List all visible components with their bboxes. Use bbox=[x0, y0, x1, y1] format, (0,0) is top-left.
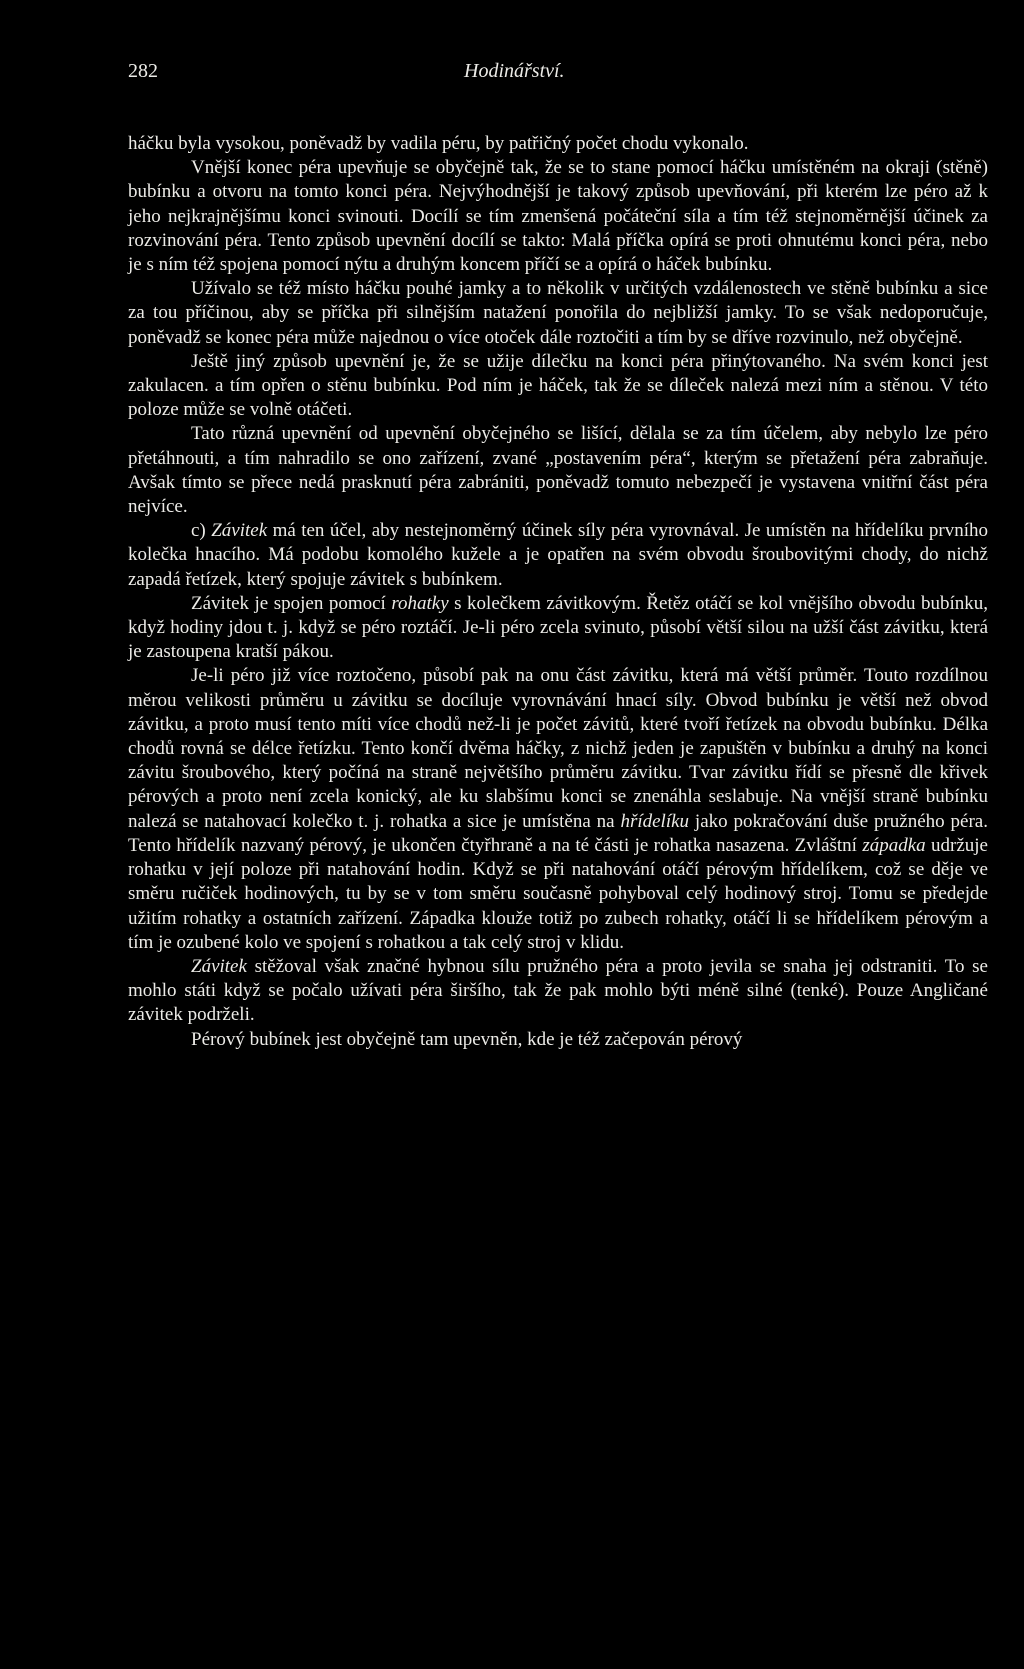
paragraph bbox=[128, 422, 988, 519]
paragraph bbox=[128, 350, 988, 423]
paragraph bbox=[128, 132, 988, 156]
italic-term: západka bbox=[862, 834, 926, 856]
running-title: Hodinářství. bbox=[464, 60, 565, 82]
text-run: jako pokračování duše pružného péra. Tento hřídelík nazvaný pérový, je ukončen čtyřhraně a na té části je rohatka nasazena. Zvláštní bbox=[128, 810, 988, 856]
text-run: Vnější konec péra upevňuje se obyčejně tak, že se to stane pomocí háčku umístěném na okraji (stěně) bubínku a otvoru na tomto konci péra. Nejvýhodnější je takový způsob upevňování, při kterém lze péro až k jeho nejkrajnějšímu konci svinouti. Docílí se tím zmenšená počáteční síla a tím též stejnoměrnější účinek za rozvinování péra. Tento způsob upevnění docílí se takto: Malá příčka opírá se proti ohnutému konci péra, nebo je s ním též spojena pomocí nýtu a druhým koncem příčí se a opírá o háček bubínku. bbox=[128, 157, 988, 276]
italic-term: hřídelíku bbox=[620, 810, 690, 832]
paragraph bbox=[128, 277, 988, 350]
text-run: Závitek je spojen pomocí bbox=[191, 592, 392, 614]
page-number: 282 bbox=[128, 60, 158, 82]
text-run: háčku byla vysokou, poněvadž by vadila péru, by patřičný počet chodu vykonalo. bbox=[128, 133, 749, 154]
text-run: c) bbox=[191, 520, 212, 542]
text-run: Pérový bubínek jest obyčejně tam upevněn, kde je též začepován pérový bbox=[191, 1028, 743, 1050]
text-run: udržuje rohatku v její poloze při natahování hodin. Když se při natahování otáčí pérovým hřídelíkem, což se děje ve směru ručiček hodinových, tu by se v tom směru současně pohyboval celý hodinový stroj. Tomu se předejde užitím rohatky a ostatních zařízení. Západka klouže totiž po zubech rohatky, otáčí li se hřídelíkem pérovým a tím je ozubené kolo ve spojení s rohatkou a tak celý stroj v klidu. bbox=[128, 834, 988, 953]
italic-term: rohatky bbox=[391, 592, 449, 614]
italic-term: Závitek bbox=[211, 520, 268, 542]
paragraph bbox=[128, 592, 988, 665]
text-run: Tato různá upevnění od upevnění obyčejného se lišící, dělala se za tím účelem, aby nebylo lze péro přetáhnouti, a tím nahradilo se ono zařízení, zvané „postavením péra“, kterým se přetažení péra zabraňuje. Avšak tímto se přece nedá prasknutí péra zabrániti, poněvadž tomuto nebezpečí je vystavena vnitřní část péra nejvíce. bbox=[128, 423, 988, 518]
text-run: Ještě jiný způsob upevnění je, že se užije dílečku na konci péra přinýtovaného. Na svém konci jest zakulacen. a tím opřen o stěnu bubínku. Pod ním je háček, tak že se díleček nalezá mezi ním a stěnou. V této poloze může se volně otáčeti. bbox=[128, 350, 988, 421]
paragraph bbox=[128, 1028, 988, 1052]
text-run: s kolečkem závitkovým. Řetěz otáčí se kol vnějšího obvodu bubínku, když hodiny jdou t. j. když se péro roztáčí. Je-li péro zcela svinuto, působí větší silou na užší část závitku, která je zastoupena kratší pákou. bbox=[128, 592, 988, 663]
paragraph bbox=[128, 664, 988, 954]
italic-term: Závitek bbox=[191, 955, 247, 977]
running-head bbox=[128, 60, 988, 92]
book-page bbox=[128, 60, 988, 1052]
paragraph bbox=[128, 519, 988, 592]
paragraph bbox=[128, 156, 988, 277]
text-run: Užívalo se též místo háčku pouhé jamky a to několik v určitých vzdálenostech ve stěně bubínku a sice za tou příčinou, aby se příčka při silnějším natažení ponořila do nejbližší jamky. To se však nedoporučuje, poněvadž se konec péra může najednou o více otoček dále roztočiti a tím by se dříve rozvinulo, než obyčejně. bbox=[128, 278, 988, 348]
text-run: má ten účel, aby nestejnoměrný účinek síly péra vyrovnával. Je umístěn na hřídelíku prvního kolečka hnacího. Má podobu komolého kužele a je opatřen na svém obvodu šroubovitými chody, do nichž zapadá řetízek, který spojuje závitek s bubínkem. bbox=[128, 520, 988, 590]
paragraph bbox=[128, 955, 988, 1028]
body-text bbox=[128, 132, 988, 1052]
text-run: Je-li péro již více roztočeno, působí pak na onu část závitku, která má větší průměr. Touto rozdílnou měrou velikosti průměru u závitku se docíluje vyrovnávání hnací síly. Obvod bubínku je větší než obvod závitku, a proto musí tento míti více chodů než-li je počet závitů, které tvoří řetízek na obvodu bubínku. Délka chodů rovná se délce řetízku. Tento končí dvěma háčky, z nichž jeden je zapuštěn v bubínku a druhý na konci závitu šroubového, který počíná na straně největšího průměru závitku. Tvar závitku řídí se přesně dle křivek pérových a proto není zcela konický, ale ku slabšímu konci se znenáhla seslabuje. Na vnější straně bubínku nalezá se natahovací kolečko t. j. rohatka a sice je umístěna na bbox=[128, 665, 988, 832]
text-run: stěžoval však značné hybnou sílu pružného péra a proto jevila se snaha jej odstraniti. To se mohlo státi když se počalo užívati péra širšího, tak že pak mohlo býti méně silné (tenké). Pouze Angličané závitek podrželi. bbox=[128, 955, 988, 1026]
